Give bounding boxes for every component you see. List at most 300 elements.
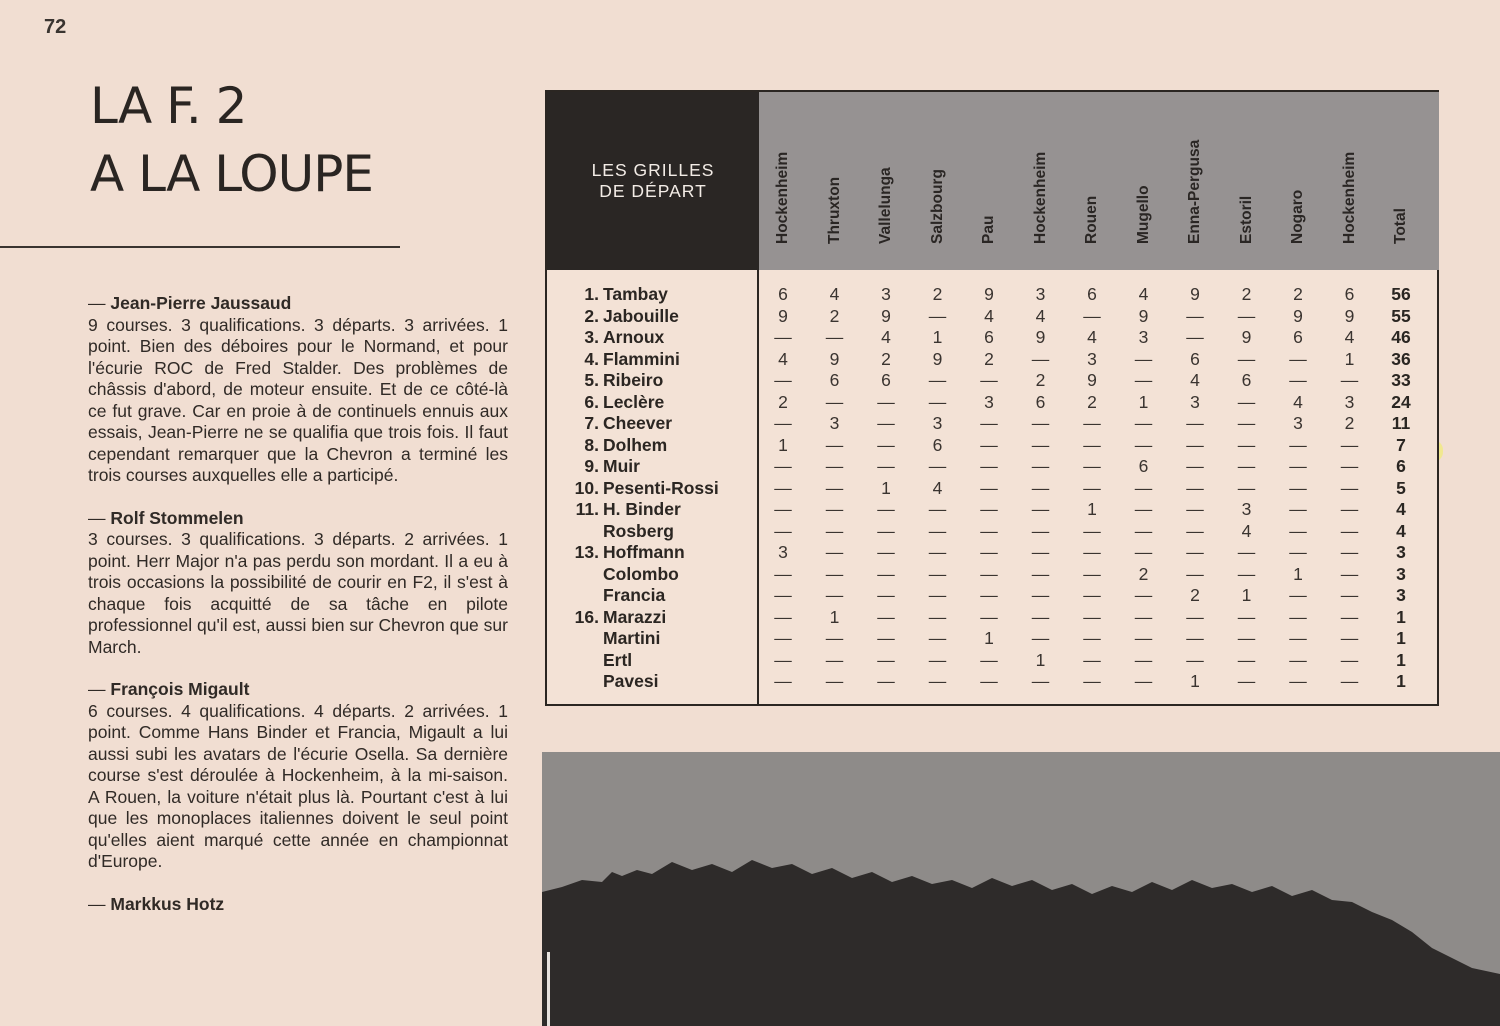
table-row xyxy=(547,327,1437,349)
grid-cell: 6 xyxy=(1190,348,1200,369)
grid-cell: 1 xyxy=(1241,585,1252,605)
grid-cell: — xyxy=(877,456,895,476)
driver: Jabouille xyxy=(603,305,679,326)
total-cell: 4 xyxy=(1396,499,1406,519)
grid-cell: — xyxy=(825,327,844,347)
grid-cell: 9 xyxy=(1241,327,1252,347)
driver: Colombo xyxy=(603,563,679,584)
driver-text: 6 courses. 4 qualifications. 4 départs. 2 arrivées. 1 point. Comme Hans Binder et Francia, Migault a lui aussi subi les avatars de l'écurie Osella. Sa dernière course s'est déroulée à Hockenheim, à la mi-saison. A Rouen, la voiture n'était plus là. Pourtant c'est à lui que les monoplaces italiennes doivent le seul point qu'elles aient marqué cette année en championnat d'Europe. xyxy=(88,700,508,871)
grid-cell: — xyxy=(1031,628,1050,648)
table-row xyxy=(547,628,1437,650)
grid-cell: 3 xyxy=(932,413,943,433)
grid-cell: 6 xyxy=(1344,284,1355,304)
grid-cell: 3 xyxy=(1087,348,1097,369)
column-header-band xyxy=(759,92,1439,270)
grid-cell: 2 xyxy=(1293,284,1303,304)
grid-cell: — xyxy=(980,649,998,670)
driver: Ertl xyxy=(603,649,633,670)
table-row xyxy=(547,671,1437,693)
driver: Tambay xyxy=(603,284,668,304)
table-row xyxy=(547,435,1437,457)
grid-cell: — xyxy=(877,499,895,519)
grid-cell: 4 xyxy=(1344,327,1355,347)
column-header-label: Hockenheim xyxy=(1031,151,1049,244)
grid-cell: — xyxy=(1083,671,1101,691)
article-body xyxy=(88,293,508,936)
grid-cell: — xyxy=(1289,348,1307,369)
grid-cell: — xyxy=(1289,456,1307,476)
driver: Ribeiro xyxy=(603,370,664,390)
grid-cell: 4 xyxy=(829,284,840,304)
rank: 16. xyxy=(574,606,599,627)
total-cell: 3 xyxy=(1396,542,1406,562)
page-number: 72 xyxy=(44,16,67,38)
grid-cell: — xyxy=(1083,477,1101,498)
grid-cell: 2 xyxy=(932,284,943,304)
grid-cell: — xyxy=(1237,671,1256,691)
grid-cell: — xyxy=(1186,477,1204,498)
grid-cell: 3 xyxy=(1138,327,1149,347)
driver: Martini xyxy=(603,628,661,648)
table-row xyxy=(547,564,1437,586)
grid-cell: — xyxy=(1134,585,1153,605)
grid-cell: — xyxy=(1031,348,1050,369)
column-header xyxy=(918,104,958,262)
total-cell: 1 xyxy=(1396,628,1406,648)
total-cell: 1 xyxy=(1396,649,1406,670)
driver: Arnoux xyxy=(603,327,665,347)
total-cell: 56 xyxy=(1391,284,1411,304)
grid-cell: — xyxy=(1134,649,1153,670)
grid-cell: — xyxy=(1186,456,1204,476)
grid-cell: — xyxy=(774,649,792,670)
grid-cell: 1 xyxy=(881,477,891,498)
column-header-label: Hockenheim xyxy=(774,151,791,244)
grid-cell: 3 xyxy=(881,284,891,304)
total-cell: 1 xyxy=(1396,606,1406,627)
driver: Rosberg xyxy=(603,520,674,541)
grid-cell: — xyxy=(1083,606,1101,627)
race-photo xyxy=(542,752,1500,1026)
driver: H. Binder xyxy=(603,499,681,519)
column-header xyxy=(1227,104,1267,262)
rank: 11. xyxy=(575,499,599,519)
grid-cell: — xyxy=(1289,649,1307,670)
column-header-label: Enna-Pergusa xyxy=(1186,139,1203,244)
grid-cell: — xyxy=(928,671,947,691)
grid-cell: — xyxy=(980,606,998,627)
title-line-1: LA F. 2 xyxy=(90,77,247,135)
grid-cell: — xyxy=(1340,542,1359,562)
grid-cell: 9 xyxy=(881,305,891,326)
grid-cell: — xyxy=(877,649,895,670)
grid-cell: 2 xyxy=(1138,563,1149,584)
grid-cell: — xyxy=(825,585,844,605)
grid-cell: — xyxy=(774,499,792,519)
grid-cell: 2 xyxy=(1087,391,1097,412)
grid-cell: — xyxy=(1083,456,1101,476)
grid-cell: — xyxy=(1134,434,1153,455)
driver: Leclère xyxy=(603,391,665,412)
grid-cell: 9 xyxy=(1344,305,1355,326)
table-heading-line-2: DE DÉPART xyxy=(599,181,707,201)
grid-cell: 4 xyxy=(1035,305,1046,326)
grid-cell: — xyxy=(1340,477,1359,498)
grid-cell: 1 xyxy=(984,628,994,648)
total-cell: 55 xyxy=(1391,305,1411,326)
driver-text: 9 courses. 3 qualifications. 3 départs. 3 arrivées. 1 point. Bien des déboires pour le Normand, et pour l'écurie ROC de Fred Stalder. Des problèmes de châssis d'abord, de moteur ensuite. Et de ce côté-là ce fut grave. Car en proie à de continuels ennuis aux essais, Jean-Pierre ne se qualifia que trois fois. Il faut cependant remarquer que la Chevron a terminé les trois courses auxquelles elle a participé. xyxy=(88,314,508,485)
grid-cell: 2 xyxy=(829,305,840,326)
grid-cell: — xyxy=(825,456,844,476)
grid-cell: 6 xyxy=(1138,456,1149,476)
table-row xyxy=(547,306,1437,328)
article-entry xyxy=(88,508,508,659)
grid-cell: — xyxy=(980,542,998,562)
grid-cell: — xyxy=(877,563,895,584)
grid-cell: — xyxy=(1237,477,1256,498)
grid-cell: — xyxy=(1237,413,1256,433)
grid-cell: 9 xyxy=(932,348,943,369)
grid-cell: 6 xyxy=(778,284,788,304)
grid-cell: — xyxy=(980,563,998,584)
grid-cell: — xyxy=(1237,456,1256,476)
column-header-label: Rouen xyxy=(1083,195,1100,244)
grid-cell: — xyxy=(1083,585,1101,605)
grid-cell: — xyxy=(928,391,947,412)
grid-cell: — xyxy=(980,413,998,433)
grid-cell: — xyxy=(1186,542,1204,562)
grid-cell: 1 xyxy=(1087,499,1097,519)
grid-cell: 3 xyxy=(984,391,994,412)
column-header xyxy=(1381,104,1421,262)
column-header xyxy=(763,104,803,262)
driver: Francia xyxy=(603,585,666,605)
column-header xyxy=(1278,104,1318,262)
grid-cell: — xyxy=(1340,671,1359,691)
grid-cell: — xyxy=(774,520,792,541)
table-row xyxy=(547,499,1437,521)
column-header-label: Vallelunga xyxy=(877,167,894,244)
grid-cell: — xyxy=(1289,434,1307,455)
grid-cell: — xyxy=(1186,628,1204,648)
grid-cell: — xyxy=(1083,305,1101,326)
grid-cell: 4 xyxy=(1293,391,1303,412)
grid-cell: — xyxy=(1289,477,1307,498)
grid-cell: — xyxy=(825,434,844,455)
grid-cell: — xyxy=(1340,370,1359,390)
grid-cell: 3 xyxy=(829,413,840,433)
rank: 9. xyxy=(584,456,599,476)
table-row xyxy=(547,585,1437,607)
column-header-label: Hockenheim xyxy=(1340,151,1358,244)
table-heading-line-1: LES GRILLES xyxy=(591,160,715,180)
grid-cell: 1 xyxy=(1138,391,1149,412)
grid-cell: 4 xyxy=(1190,370,1200,390)
driver: Pesenti-Rossi xyxy=(603,477,719,498)
rank: 7. xyxy=(584,413,599,433)
driver-name: — François Migault xyxy=(88,679,508,701)
grid-cell: — xyxy=(928,542,947,562)
column-header xyxy=(1124,104,1164,262)
grid-cell: — xyxy=(1340,499,1359,519)
grid-cell: — xyxy=(1289,585,1307,605)
grid-cell: — xyxy=(980,671,998,691)
grid-cell: — xyxy=(1134,520,1153,541)
grid-cell: — xyxy=(980,585,998,605)
grid-cell: — xyxy=(1134,542,1153,562)
total-cell: 11 xyxy=(1391,413,1411,433)
grid-cell: — xyxy=(1083,542,1101,562)
grid-cell: — xyxy=(877,520,895,541)
grid-cell: 9 xyxy=(1087,370,1097,390)
driver: Dolhem xyxy=(603,434,668,455)
grid-cell: 6 xyxy=(1293,327,1303,347)
grid-cell: 6 xyxy=(1241,370,1252,390)
grid-cell: — xyxy=(877,413,895,433)
grid-cell: — xyxy=(1186,434,1204,455)
grid-cell: — xyxy=(1340,563,1359,584)
grid-cell: — xyxy=(1340,520,1359,541)
grid-cell: 3 xyxy=(1293,413,1303,433)
grid-cell: — xyxy=(1289,370,1307,390)
grid-cell: — xyxy=(1237,628,1256,648)
table-row xyxy=(547,413,1437,435)
table-row xyxy=(547,370,1437,392)
column-header xyxy=(815,104,855,262)
grid-cell: — xyxy=(1289,520,1307,541)
grid-cell: — xyxy=(1134,348,1153,369)
total-cell: 5 xyxy=(1396,477,1406,498)
grid-cell: — xyxy=(1031,585,1050,605)
grid-cell: — xyxy=(1289,542,1307,562)
rank: 13. xyxy=(574,542,599,562)
treeline-silhouette xyxy=(542,752,1500,1026)
grid-cell: — xyxy=(1186,606,1204,627)
grid-cell: — xyxy=(877,606,895,627)
article-entry xyxy=(88,679,508,873)
grid-cell: 9 xyxy=(1138,305,1149,326)
grid-cell: — xyxy=(1340,606,1359,627)
grid-cell: 2 xyxy=(1344,413,1355,433)
total-cell: 33 xyxy=(1391,370,1411,390)
grid-cell: — xyxy=(1237,434,1256,455)
table-row xyxy=(547,542,1437,564)
grid-cell: — xyxy=(877,628,895,648)
grid-cell: 3 xyxy=(1190,391,1200,412)
grid-cell: — xyxy=(1289,671,1307,691)
grid-cell: — xyxy=(1083,413,1101,433)
grid-cell: 6 xyxy=(984,327,994,347)
grid-cell: 4 xyxy=(881,327,891,347)
grid-cell: 4 xyxy=(1241,520,1252,541)
grid-cell: 3 xyxy=(1344,391,1355,412)
grid-cell: 2 xyxy=(1190,585,1200,605)
grid-cell: — xyxy=(980,477,998,498)
total-cell: 7 xyxy=(1396,434,1406,455)
table-row xyxy=(547,456,1437,478)
rank: 5. xyxy=(584,370,599,390)
total-cell: 1 xyxy=(1396,671,1406,691)
grid-cell: — xyxy=(1237,649,1256,670)
grid-cell: — xyxy=(774,370,792,390)
grid-cell: — xyxy=(1083,628,1101,648)
table-row xyxy=(547,284,1437,306)
rank: 10. xyxy=(574,477,599,498)
grid-cell: 2 xyxy=(1035,370,1046,390)
grid-cell: — xyxy=(1186,305,1204,326)
grid-cell: — xyxy=(1031,563,1050,584)
total-cell: 4 xyxy=(1396,520,1406,541)
column-header xyxy=(1072,104,1112,262)
column-header-label: Nogaro xyxy=(1289,189,1306,244)
grid-cell: — xyxy=(825,499,844,519)
total-cell: 3 xyxy=(1396,585,1406,605)
grid-cell: — xyxy=(774,606,792,627)
grid-cell: 6 xyxy=(881,370,891,390)
grid-cell: — xyxy=(877,391,895,412)
total-cell: 24 xyxy=(1391,391,1411,412)
grid-cell: — xyxy=(928,585,947,605)
grid-cell: 3 xyxy=(1241,499,1252,519)
grid-cell: — xyxy=(1031,499,1050,519)
grid-cell: — xyxy=(1134,477,1153,498)
grid-cell: 1 xyxy=(932,327,943,347)
driver-name: — Rolf Stommelen xyxy=(88,508,508,530)
starting-grid-table xyxy=(545,90,1439,706)
grid-cell: — xyxy=(928,499,947,519)
grid-cell: — xyxy=(877,671,895,691)
grid-cell: — xyxy=(1134,606,1153,627)
title-line-2: A LA LOUPE xyxy=(90,145,373,203)
grid-cell: — xyxy=(980,520,998,541)
grid-cell: 1 xyxy=(1293,563,1303,584)
rank: 2. xyxy=(584,305,599,326)
grid-cell: — xyxy=(1134,628,1153,648)
driver: Cheever xyxy=(603,413,673,433)
driver: Muir xyxy=(603,456,640,476)
grid-cell: — xyxy=(1237,391,1256,412)
column-header-label: Total xyxy=(1392,208,1409,244)
grid-cell: — xyxy=(774,671,792,691)
grid-cell: — xyxy=(1083,434,1101,455)
driver: Marazzi xyxy=(603,606,667,627)
driver-name: — Markkus Hotz xyxy=(88,894,508,916)
grid-cell: — xyxy=(774,456,792,476)
grid-cell: — xyxy=(1340,456,1359,476)
grid-cell: — xyxy=(1134,671,1153,691)
grid-cell: 4 xyxy=(932,477,943,498)
grid-cell: 6 xyxy=(1035,391,1046,412)
grid-cell: — xyxy=(1031,606,1050,627)
grid-cell: — xyxy=(1031,542,1050,562)
rank: 4. xyxy=(584,348,599,369)
column-header xyxy=(969,104,1009,262)
driver-name: — Jean-Pierre Jaussaud xyxy=(88,293,508,315)
grid-cell: 9 xyxy=(984,284,994,304)
driver: Hoffmann xyxy=(603,542,685,562)
page-title xyxy=(90,72,373,208)
total-cell: 36 xyxy=(1391,348,1411,369)
grid-cell: — xyxy=(1083,563,1101,584)
grid-cell: — xyxy=(774,413,792,433)
grid-cell: 1 xyxy=(1344,348,1355,369)
grid-cell: — xyxy=(928,628,947,648)
grid-cell: — xyxy=(980,456,998,476)
grid-cell: 2 xyxy=(881,348,891,369)
grid-cell: 1 xyxy=(1190,671,1200,691)
grid-cell: — xyxy=(1237,606,1256,627)
grid-cell: — xyxy=(928,456,947,476)
grid-cell: — xyxy=(1237,542,1256,562)
grid-cell: 9 xyxy=(778,305,788,326)
total-cell: 3 xyxy=(1396,563,1406,584)
table-row xyxy=(547,478,1437,500)
grid-cell: 3 xyxy=(1035,284,1046,304)
grid-cell: — xyxy=(1237,348,1256,369)
grid-cell: — xyxy=(1031,671,1050,691)
table-row xyxy=(547,392,1437,414)
grid-cell: — xyxy=(1134,499,1153,519)
grid-cell: — xyxy=(1340,585,1359,605)
grid-cell: — xyxy=(928,606,947,627)
grid-cell: — xyxy=(1083,649,1101,670)
rank: 6. xyxy=(584,391,599,412)
grid-cell: — xyxy=(1186,649,1204,670)
driver: Flammini xyxy=(603,348,680,369)
grid-cell: — xyxy=(1031,413,1050,433)
rank: 8. xyxy=(584,434,599,455)
grid-cell: 2 xyxy=(778,391,788,412)
grid-cell: — xyxy=(980,499,998,519)
table-row xyxy=(547,521,1437,543)
column-header-label: Thruxton xyxy=(825,176,843,244)
grid-cell: — xyxy=(1237,563,1256,584)
grid-cell: 2 xyxy=(984,348,994,369)
grid-cell: — xyxy=(1031,434,1050,455)
grid-cell: — xyxy=(928,520,947,541)
grid-cell: 9 xyxy=(829,348,840,369)
rank: 1. xyxy=(584,284,599,304)
grid-cell: — xyxy=(774,628,792,648)
driver-text: 3 courses. 3 qualifications. 3 départs. 2 arrivées. 1 point. Herr Major n'a pas perdu son mordant. Il a eu à trois occasions la possibilité de courir en F2, il s'est à chaque fois acquitté de sa tâche en pilote professionnel qu'il est, aussi bien sur Chevron que sur March. xyxy=(88,529,508,657)
grid-cell: — xyxy=(1237,305,1256,326)
article-entry xyxy=(88,894,508,916)
column-header xyxy=(1175,104,1215,262)
grid-cell: 9 xyxy=(1190,284,1200,304)
grid-cell: — xyxy=(1186,520,1204,541)
grid-cell: 4 xyxy=(984,305,994,326)
grid-cell: — xyxy=(774,563,792,584)
grid-cell: — xyxy=(980,370,998,390)
grid-cell: — xyxy=(825,628,844,648)
grid-cell: 6 xyxy=(829,370,840,390)
grid-cell: — xyxy=(825,649,844,670)
grid-cell: 2 xyxy=(1241,284,1252,304)
grid-cell: — xyxy=(1340,434,1359,455)
column-header xyxy=(1330,104,1370,262)
grid-cell: — xyxy=(1340,649,1359,670)
grid-cell: — xyxy=(825,391,844,412)
grid-cell: — xyxy=(825,671,844,691)
grid-cell: 6 xyxy=(1087,284,1097,304)
grid-cell: — xyxy=(1340,628,1359,648)
table-heading xyxy=(547,92,759,270)
grid-cell: 3 xyxy=(778,542,788,562)
grid-cell: 1 xyxy=(778,434,788,455)
grid-cell: — xyxy=(877,434,895,455)
grid-cell: — xyxy=(825,542,844,562)
grid-cell: — xyxy=(928,649,947,670)
